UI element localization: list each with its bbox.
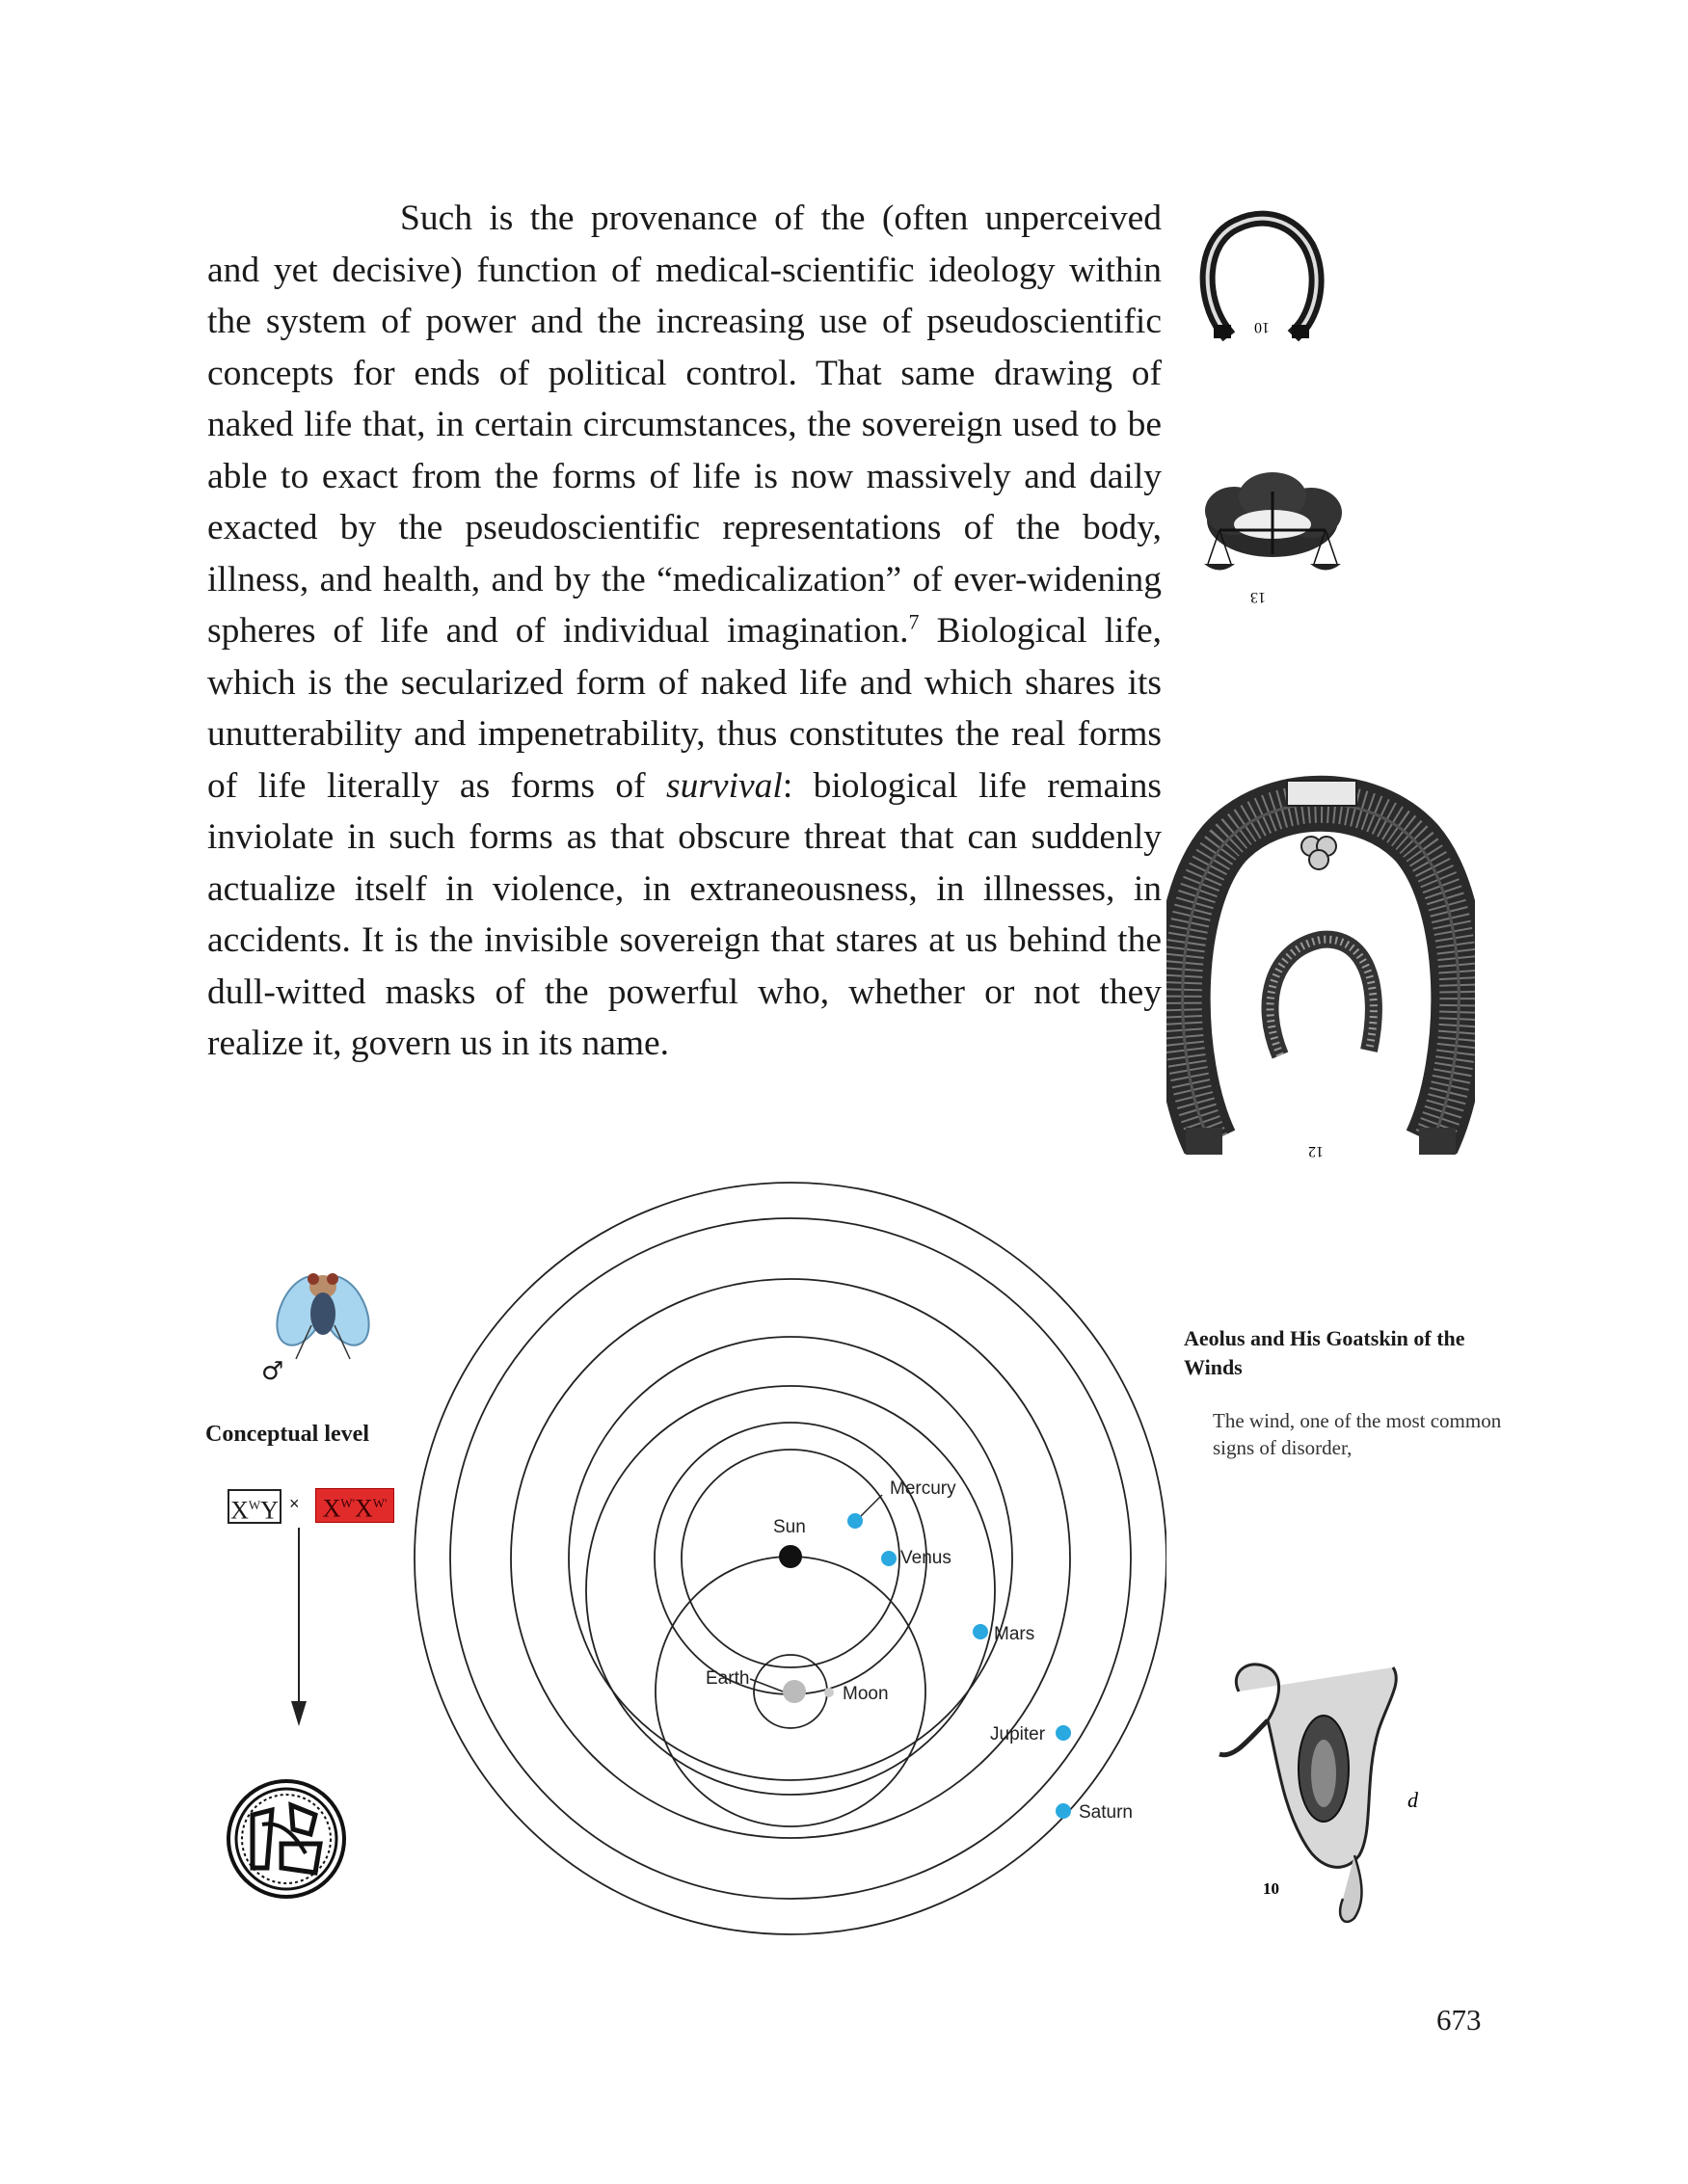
small-horseshoe-number: 10 <box>1254 319 1270 335</box>
moon-marker <box>824 1688 834 1697</box>
moon-label: Moon <box>843 1684 889 1704</box>
saturn-label: Saturn <box>1079 1802 1133 1823</box>
bone-number: 10 <box>1263 1879 1279 1898</box>
genotype-left-tail: Y <box>260 1496 279 1525</box>
genotype-right-sup2: W' <box>372 1496 388 1510</box>
bone-letter: d <box>1407 1788 1418 1812</box>
aeolus-caption: The wind, one of the most common signs of disorder, <box>1213 1409 1502 1459</box>
large-horseshoe-figure <box>1166 771 1475 1166</box>
mars-label: Mars <box>994 1624 1035 1644</box>
paragraph-ending: : biological life remains inviolate in such forms as that obscure threat that can suddenly actualize itself in violence, in extraneousness, in illnesses, in accidents. It is the invisible sovereign that stares at us behind the dull-witted masks of the powerful who, whether or not they realize it, govern us in its name. <box>207 765 1162 1063</box>
orbit-diagram <box>405 1171 1166 1942</box>
jupiter-marker <box>1056 1725 1071 1741</box>
mercury-marker <box>847 1513 863 1529</box>
genotype-box-left <box>228 1489 281 1524</box>
genotype-left-sup: W <box>248 1498 261 1512</box>
small-horseshoe-figure <box>1191 207 1335 352</box>
mars-marker <box>973 1624 988 1639</box>
aeolus-title: Aeolus and His Goatskin of the Winds <box>1184 1326 1465 1379</box>
venus-label: Venus <box>900 1548 951 1568</box>
body-paragraph <box>207 193 1162 1070</box>
down-arrow <box>284 1528 313 1730</box>
saturn-marker <box>1056 1803 1071 1819</box>
italic-word: survival <box>666 765 783 806</box>
earth-marker <box>783 1680 806 1703</box>
jupiter-label: Jupiter <box>990 1724 1046 1745</box>
sun-marker <box>779 1545 802 1568</box>
footnote-mark[interactable]: 7 <box>908 609 920 634</box>
genotype-left-base: X <box>230 1496 249 1525</box>
scales-cloud-figure <box>1191 463 1354 617</box>
venus-marker <box>881 1551 897 1566</box>
seal-emblem <box>224 1776 349 1902</box>
page-number: 673 <box>1436 2003 1482 2037</box>
genotype-right-base1: X <box>322 1494 341 1523</box>
conceptual-level-label: Conceptual level <box>205 1422 369 1447</box>
male-symbol: ♂ <box>261 1357 284 1386</box>
cross-symbol: × <box>289 1494 300 1513</box>
mercury-label: Mercury <box>890 1478 956 1499</box>
paragraph-continuation: Biological life, which is the secularized form of naked life and which shares its unutterability and impenetrability, thus constitutes the real forms of life literally as forms of <box>207 611 1162 806</box>
genotype-right-base2: X <box>355 1494 373 1523</box>
sun-orbit <box>586 1386 995 1795</box>
scales-number: 13 <box>1250 589 1266 605</box>
large-horseshoe-number: 12 <box>1308 1143 1324 1159</box>
genotype-box-right <box>315 1488 394 1523</box>
genotype-right-sup1: W' <box>340 1496 355 1510</box>
earth-label: Earth <box>706 1668 750 1689</box>
sun-label: Sun <box>773 1517 806 1537</box>
bone-illustration <box>1210 1653 1432 1932</box>
paragraph-text: Such is the provenance of the (often unperceived and yet decisive) function of medical-scientific ideology within the system of power and the increasing use of pseudoscientific concepts for ends of political control. That same drawing of naked life that, in certain circumstances, the sovereign used to be able to exact from the forms of life is now massively and daily exacted by the pseudoscientific representations of the body, illness, and health, and by the “medicalization” of ever-widening spheres of life and of individual imagination. <box>207 199 1162 651</box>
fly-illustration <box>275 1258 371 1373</box>
